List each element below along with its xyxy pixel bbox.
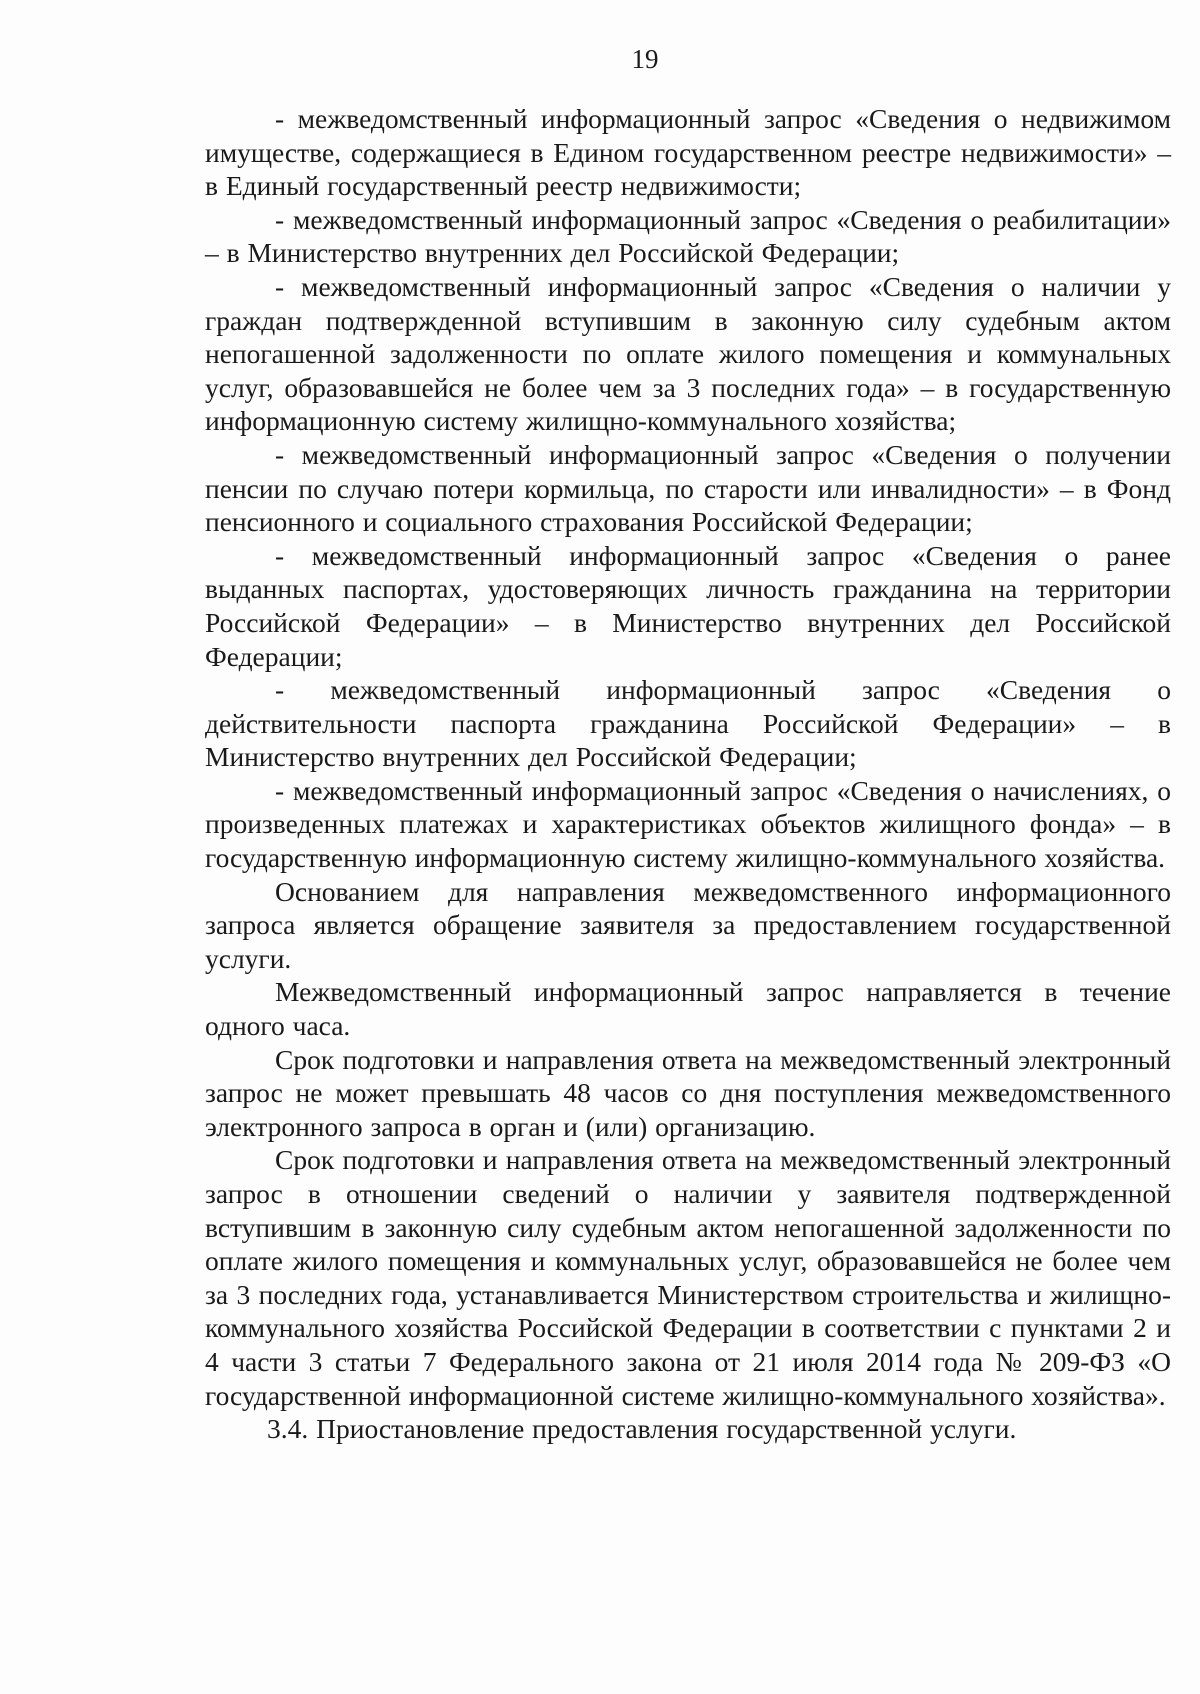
paragraph-request-passports-issued: - межведомственный информационный запрос «Сведения о ранее выданных паспортах, удостоверяющих личность гражданина на территории Российской Федерации» – в Министерство внутренних дел Российской Федерации; (205, 539, 1171, 672)
paragraph-request-rehabilitation: - межведомственный информационный запрос «Сведения о реабилитации» – в Министерство внутренних дел Российской Федерации; (205, 203, 1171, 269)
paragraph-request-timing: Межведомственный информационный запрос направляется в течение одного часа. (205, 976, 1171, 1042)
paragraph-request-real-estate: - межведомственный информационный запрос «Сведения о недвижимом имуществе, содержащиеся в Едином государственном реестре недвижимости» – в Единый государственный реестр недвижимости; (205, 103, 1171, 202)
section-heading-3-4: 3.4. Приостановление предоставления государственной услуги. (267, 1413, 1017, 1445)
paragraph-request-pension: - межведомственный информационный запрос «Сведения о получении пенсии по случаю потери кормильца, по старости или инвалидности» – в Фонд пенсионного и социального страхования Российской Федерации; (205, 438, 1171, 538)
document-body (205, 102, 1171, 1446)
paragraph-request-basis: Основанием для направления межведомственного информационного запроса является обращение заявителя за предоставлением государственной услуги. (205, 875, 1171, 974)
paragraph-request-utility-debt: - межведомственный информационный запрос «Сведения о наличии у граждан подтвержденной вступившим в законную силу судебным актом непогашенной задолженности по оплате жилого помещения и коммунальных услуг, образовавшейся не более чем за 3 последних года» – в государственную информационную систему жилищно-коммунального хозяйства; (205, 270, 1171, 437)
page-number: 19 (631, 44, 659, 74)
paragraph-request-passport-validity: - межведомственный информационный запрос «Сведения о действительности паспорта гражданина Российской Федерации» – в Министерство внутренних дел Российской Федерации; (205, 674, 1171, 773)
paragraph-response-deadline: Срок подготовки и направления ответа на межведомственный электронный запрос не может превышать 48 часов со дня поступления межведомственного электронного запроса в орган и (или) организацию. (205, 1043, 1171, 1142)
paragraph-response-deadline-debt: Срок подготовки и направления ответа на межведомственный электронный запрос в отношении сведений о наличии у заявителя подтвержденной вступившим в законную силу судебным актом непогашенной задолженности по оплате жилого помещения и коммунальных услуг, образовавшейся не более чем за 3 последних года, устанавливается Министерством строительства и жилищно-коммунального хозяйства Российской Федерации в соответствии с пунктами 2 и 4 части 3 статьи 7 Федерального закона от 21 июля 2014 года № 209-ФЗ «О государственной информационной системе жилищно-коммунального хозяйства». (205, 1144, 1171, 1411)
paragraph-request-housing-charges: - межведомственный информационный запрос «Сведения о начислениях, о произведенных платежах и характеристиках объектов жилищного фонда» – в государственную информационную систему жилищно-коммунального хозяйства. (205, 774, 1171, 874)
